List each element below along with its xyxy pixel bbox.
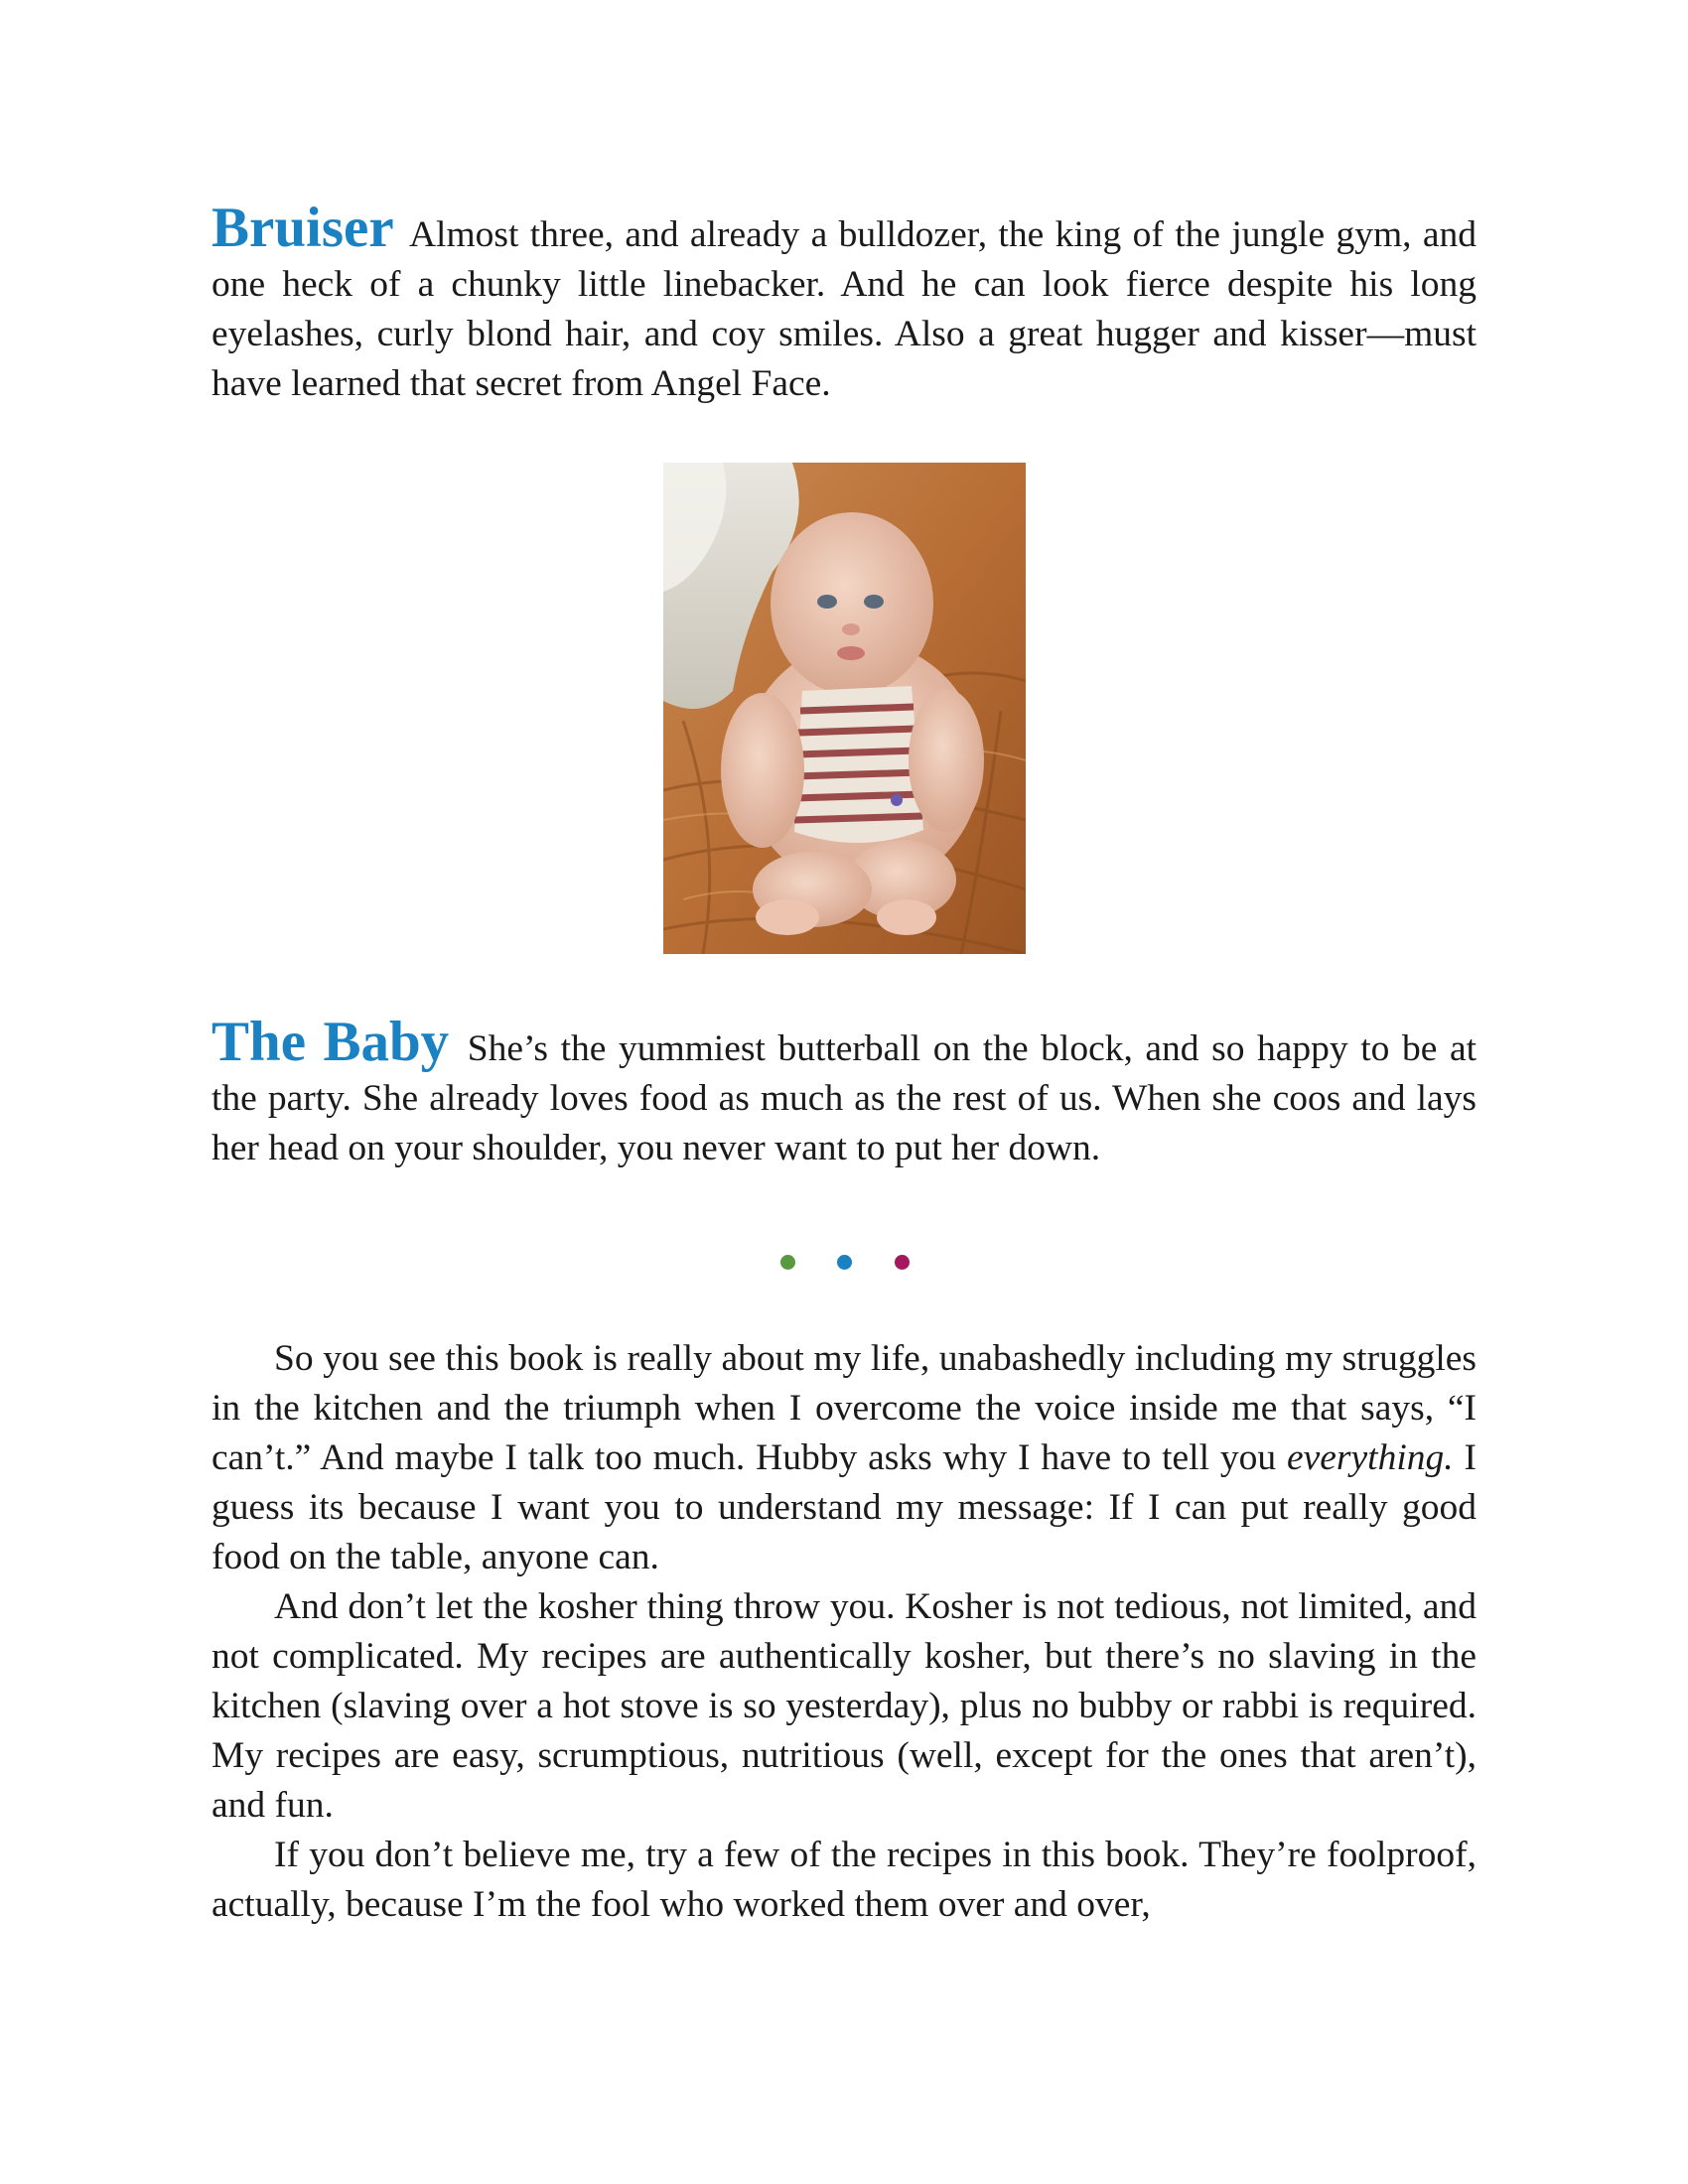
baby-profile [211,1011,1477,1173]
paragraph-1-part-1: So you see this book is really about my life, unabashedly including my struggles in the kitchen and the triumph when I overcome the voice inside me that says, “I can’t.” And maybe I talk too much. Hubby asks why I have to tell you [211,1338,1477,1478]
bruiser-profile [211,197,1477,409]
paragraph-3: If you don’t believe me, try a few of the recipes in this book. They’re foolproof, actually, because I’m the fool who worked them over and over, [211,1835,1477,1925]
paragraph-2: And don’t let the kosher thing throw you. Kosher is not tedious, not limited, and not complicated. My recipes are authentically kosher, but there’s no slaving in the kitchen (slaving over a hot stove is so yesterday), plus no bubby or rabbi is required. My recipes are easy, scrumptious, nutritious (well, except for the ones that aren’t), and fun. [211,1586,1477,1826]
baby-description: She’s the yummiest butterball on the block, and so happy to be at the party. She already loves food as much as the rest of us. When she coos and lays her head on your shoulder, you never want to put her down. [211,1028,1477,1168]
body-text [211,1334,1477,1930]
bruiser-description: Almost three, and already a bulldozer, the king of the jungle gym, and one heck of a chunky little linebacker. And he can look fierce despite his long eyelashes, curly blond hair, and coy smiles. Also a great hugger and kisser—must have learned that secret from Angel Face. [211,214,1477,404]
paragraph-1 [211,1334,1477,1582]
baby-heading: The Baby [211,1011,450,1073]
divider-dot-green [780,1255,795,1270]
section-divider [211,1255,1477,1275]
paragraph-1-part-2: I guess its because I want you to understand my message: If I can put really good food on the table, anyone can. [211,1437,1477,1577]
divider-dot-blue [837,1255,852,1270]
baby-photo [663,463,1026,954]
book-page [211,0,1477,2184]
bruiser-heading: Bruiser [211,197,394,259]
paragraph-1-emphasis: everything. [1287,1437,1454,1478]
divider-dot-magenta [895,1255,910,1270]
